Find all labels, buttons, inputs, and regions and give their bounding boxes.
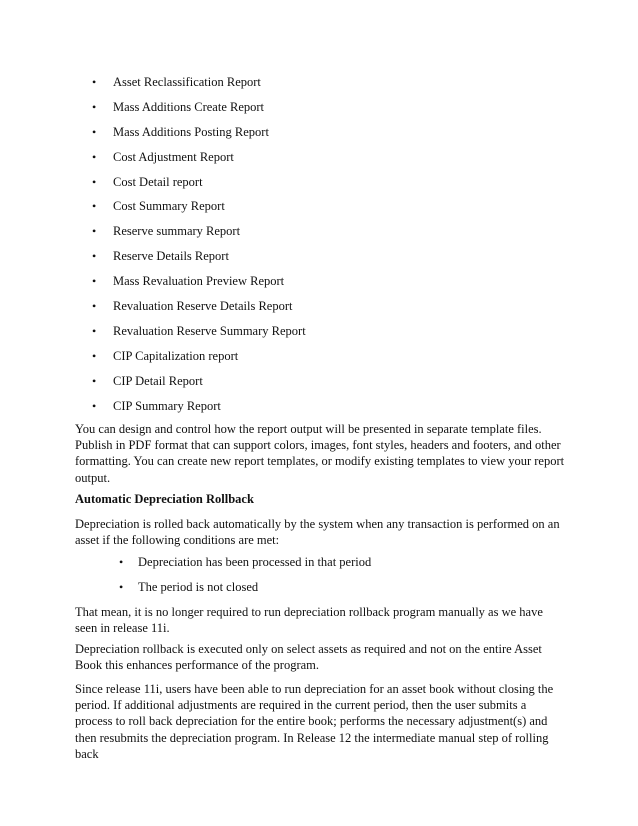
bullet-icon: •: [92, 323, 97, 338]
list-item: [0, 552, 638, 577]
list-item: [0, 371, 638, 396]
bullet-icon: •: [119, 555, 124, 569]
list-item-text: The period is not closed: [138, 580, 259, 594]
since-release-paragraph: Since release 11i, users have been able to run depreciation for an asset book without closing the period. If additional adjustments are required in the current period, then the user submits a process to roll back depreciation for the entire book; performs the necessary adjustment(s) and then resubmits the depreciation program. In Release 12 the intermediate manual step of rolling back: [75, 682, 554, 761]
list-item: [0, 246, 638, 271]
list-item-text: Cost Summary Report: [113, 199, 225, 214]
bullet-icon: •: [92, 348, 97, 363]
bullet-icon: •: [92, 174, 97, 189]
list-item-text: Cost Detail report: [113, 174, 203, 189]
bullet-icon: •: [92, 398, 97, 413]
bullet-icon: •: [92, 299, 97, 314]
bullet-icon: •: [92, 224, 97, 239]
list-item-text: Revaluation Reserve Summary Report: [113, 323, 306, 338]
report-list: [0, 72, 638, 420]
list-item: [0, 296, 638, 321]
list-item-text: Mass Revaluation Preview Report: [113, 274, 285, 289]
rollback-heading: Automatic Depreciation Rollback: [75, 492, 254, 506]
template-paragraph: You can design and control how the report output will be presented in separate template files. Publish in PDF format that can support colors, images, font styles, headers and footers, and other formatting. You can create new report templates, or modify existing templates to view your report output.: [75, 422, 565, 485]
list-item: [0, 147, 638, 172]
list-item: [0, 396, 638, 421]
bullet-icon: •: [92, 274, 97, 289]
bullet-icon: •: [92, 99, 97, 114]
bullet-icon: •: [92, 75, 97, 89]
list-item: [0, 271, 638, 296]
bullet-icon: •: [92, 124, 97, 139]
no-longer-required-paragraph: That mean, it is no longer required to run depreciation rollback program manually as we have seen in release 11i.: [75, 605, 543, 636]
list-item: [0, 122, 638, 147]
list-item: [0, 321, 638, 346]
list-item-text: Mass Additions Create Report: [113, 99, 265, 114]
bullet-icon: •: [92, 249, 97, 264]
list-item-text: Mass Additions Posting Report: [113, 124, 269, 139]
list-item-text: Depreciation has been processed in that period: [138, 555, 372, 569]
list-item-text: Revaluation Reserve Details Report: [113, 299, 293, 314]
list-item-text: CIP Summary Report: [113, 398, 221, 413]
list-item: [0, 97, 638, 122]
select-assets-paragraph: Depreciation rollback is executed only on select assets as required and not on the entire Asset Book this enhances performance of the program.: [75, 642, 542, 673]
conditions-list: [0, 552, 638, 602]
bullet-icon: •: [92, 199, 97, 214]
list-item-text: CIP Capitalization report: [113, 348, 239, 363]
list-item: [0, 221, 638, 246]
rollback-intro-paragraph: Depreciation is rolled back automatically by the system when any transaction is performed on an asset if the following conditions are met:: [75, 517, 560, 548]
list-item: [0, 72, 638, 97]
bullet-icon: •: [119, 580, 124, 594]
bullet-icon: •: [92, 373, 97, 388]
list-item-text: Reserve Details Report: [113, 249, 229, 264]
list-item: [0, 346, 638, 371]
list-item-text: CIP Detail Report: [113, 373, 203, 388]
bullet-icon: •: [92, 149, 97, 164]
list-item-text: Reserve summary Report: [113, 224, 241, 239]
list-item: [0, 172, 638, 197]
list-item-text: Cost Adjustment Report: [113, 149, 234, 164]
list-item-text: Asset Reclassification Report: [113, 75, 261, 89]
list-item: [0, 577, 638, 602]
list-item: [0, 196, 638, 221]
